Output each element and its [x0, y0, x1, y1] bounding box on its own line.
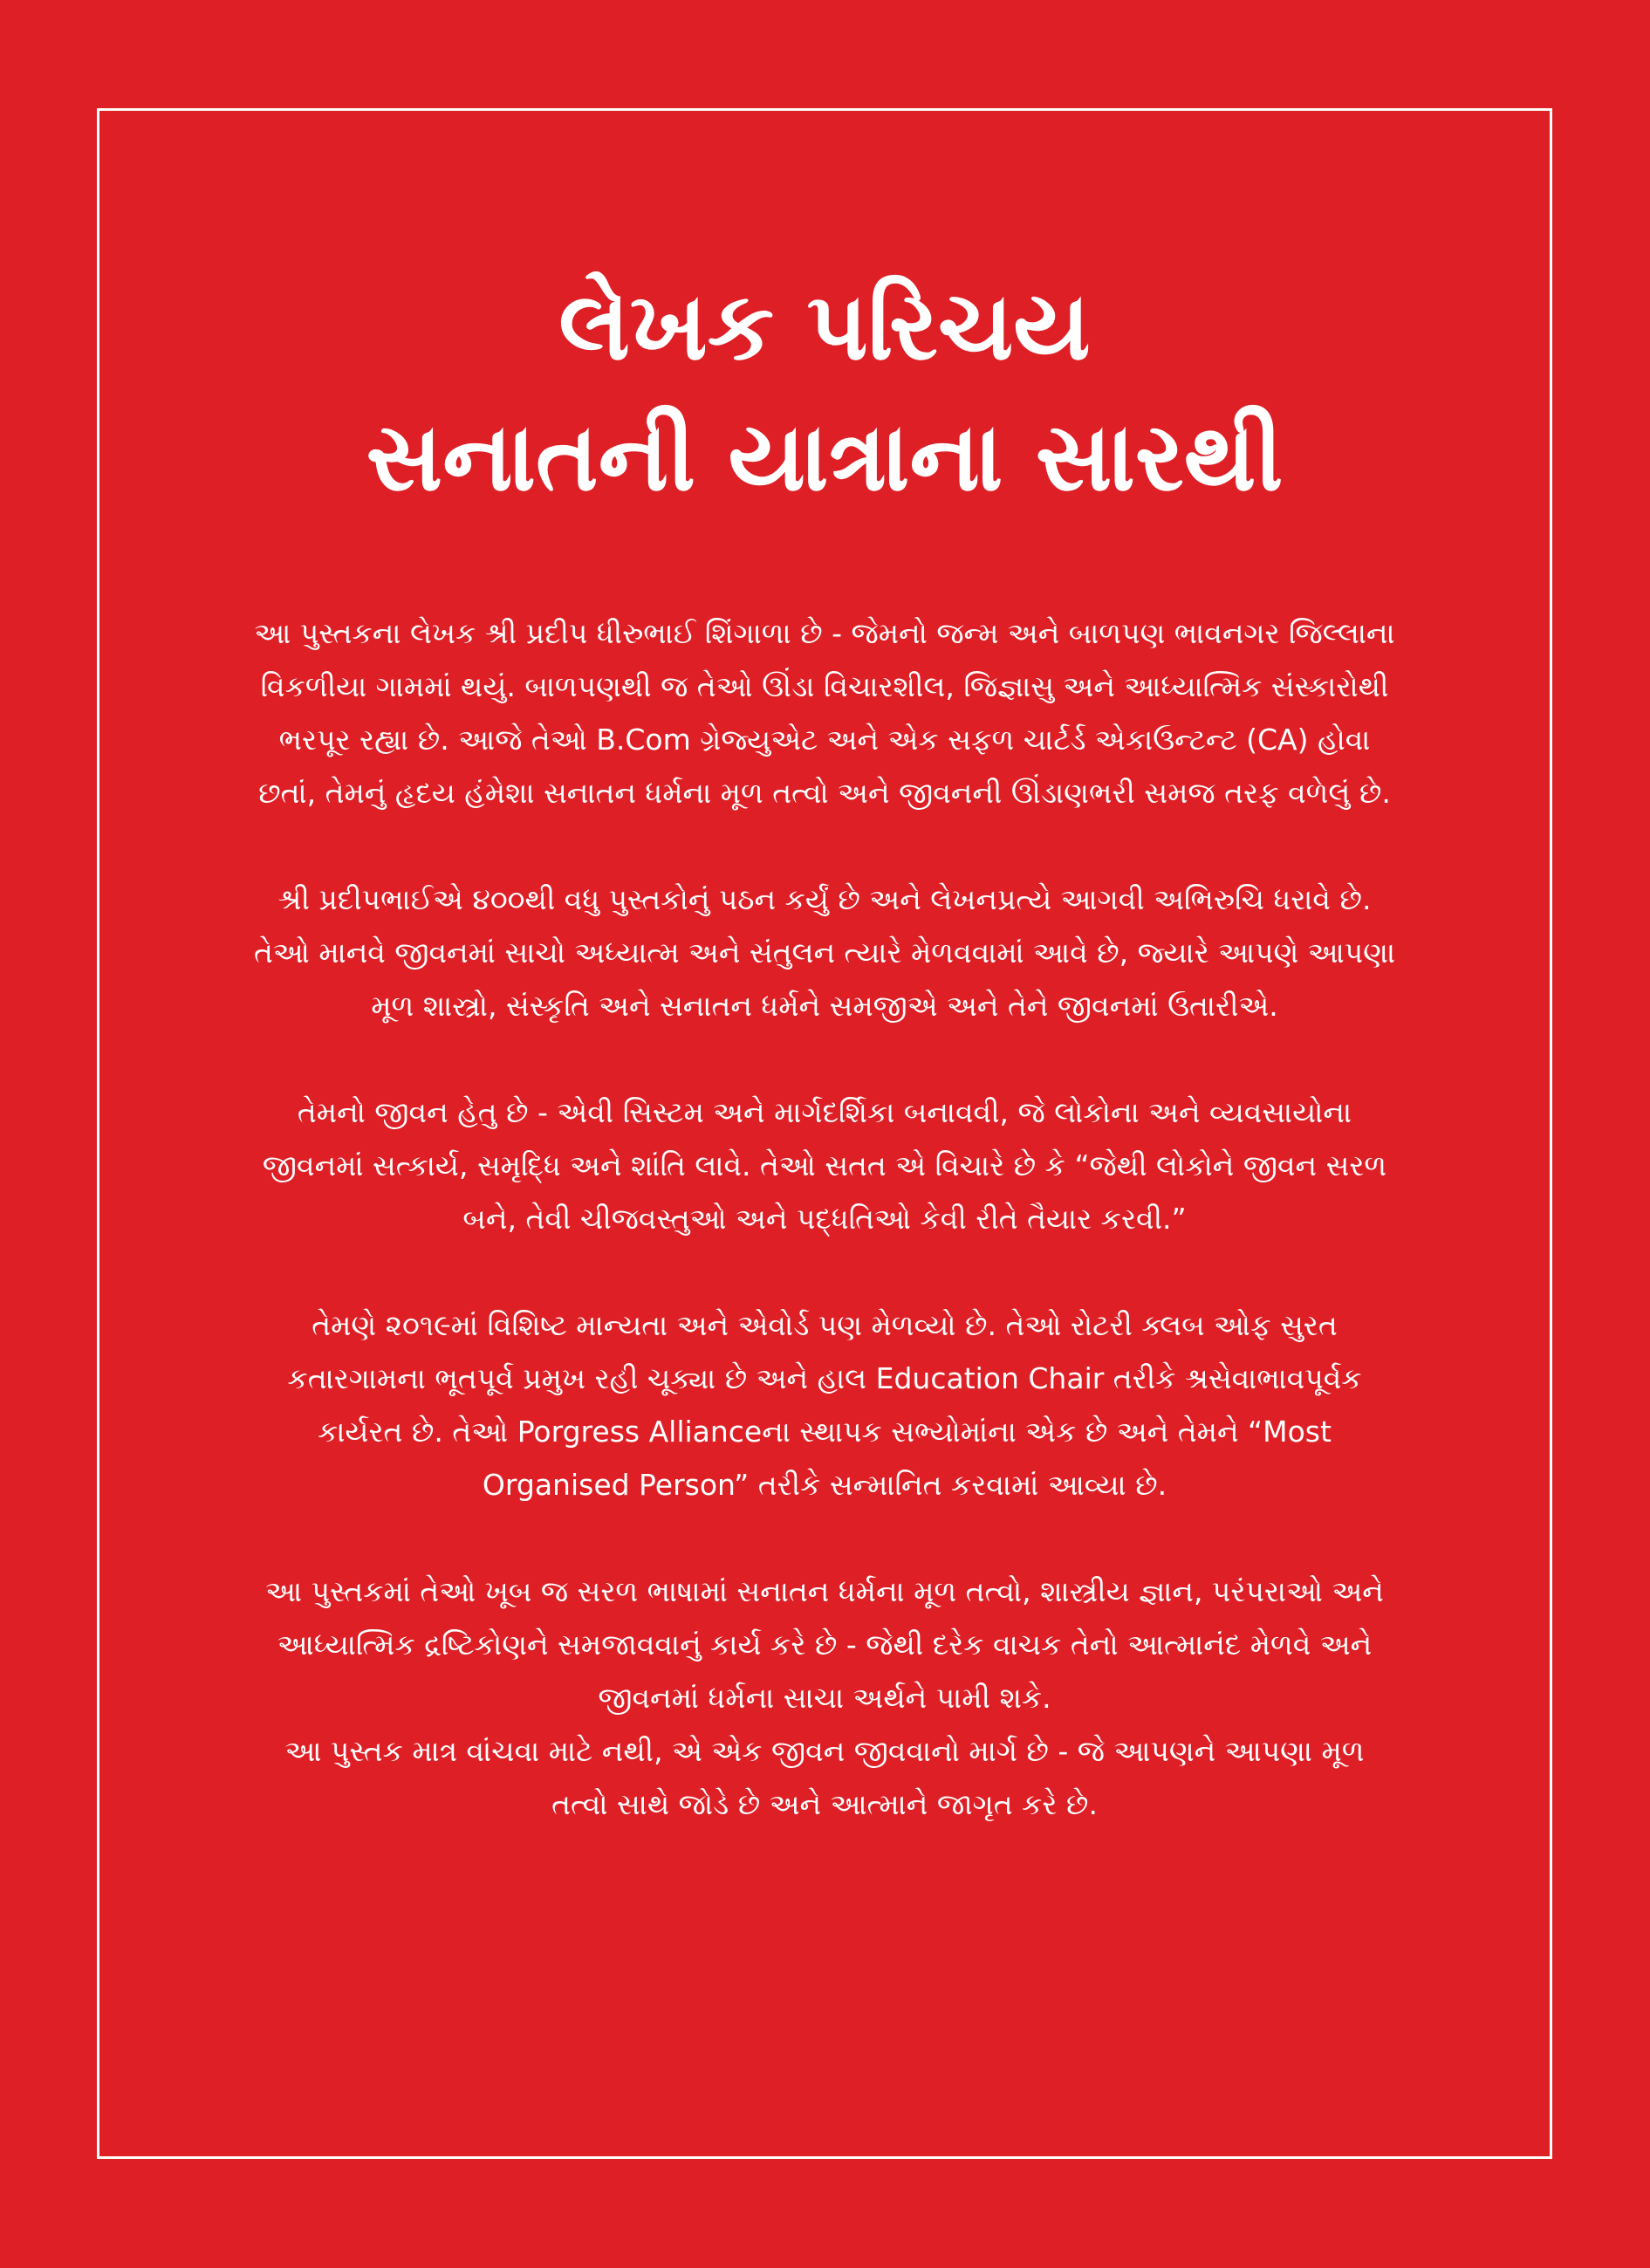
title-line-1: લેખક પરિચય [558, 272, 1091, 381]
paragraph-purpose: તેમનો જીવન હેતુ છે - એવી સિસ્ટમ અને માર્ગદર્શિકા બનાવવી, જે લોકોના અને વ્યવસાયોના જીવનમાં સત્કાર્ય, સમૃદ્ધિ અને શાંતિ લાવે. તેઓ સતત એ વિચારે છે કે “જેથી લોકોને જીવન સરળ બને, તેવી ચીજવસ્તુઓ અને પદ્ધતિઓ કેવી રીતે તૈયાર કરવી.” [262, 1095, 1387, 1236]
paragraph-awards: તેમણે ૨૦૧૯માં વિશિષ્ટ માન્યતા અને એવોર્ડ પણ મેળવ્યો છે. તેઓ રોટરી ક્લબ ઓફ સુરત કતારગામના ભૂતપૂર્વ પ્રમુખ રહી ચૂક્યા છે અને હાલ Education Chair તરીકે શ્રસેવાભાવપૂર્વક કાર્યરત છે. તેઓ Porgress Allianceના સ્થાપક સભ્યોમાંના એક છે અને તેમને “Most Organised Person” તરીકે સન્માનિત કરવામાં આવ્યા છે. [287, 1308, 1362, 1502]
title-line-2: સનાતની યાત્રાના સારથી [366, 403, 1284, 512]
paragraph-book: આ પુસ્તકમાં તેઓ ખૂબ જ સરળ ભાષામાં સનાતન ધર્મના મૂળ તત્વો, શાસ્ત્રીય જ્ઞાન, પરંપરાઓ અને આધ્યાત્મિક દ્રષ્ટિકોણને સમજાવવાનું કાર્ય કરે છે - જેથી દરેક વાચક તેનો આત્માનંદ મેળવે અને જીવનમાં ધર્મના સાચા અર્થને પામી શકે. [265, 1574, 1384, 1715]
paragraph-closing: આ પુસ્તક માત્ર વાંચવા માટે નથી, એ એક જીવન જીવવાનો માર્ગ છે - જે આપણને આપણા મૂળ તત્વો સાથે જોડે છે અને આત્માને જાગૃત કરે છે. [284, 1734, 1365, 1821]
page-title [97, 262, 1552, 524]
author-bio [253, 606, 1396, 1831]
paragraph-birth: આ પુસ્તકના લેખક શ્રી પ્રદીપ ધીરુભાઈ શિંગાળા છે - જેમનો જન્મ અને બાળપણ ભાવનગર જિલ્લાના વિકળીયા ગામમાં થયું. બાળપણથી જ તેઓ ઊંડા વિચારશીલ, જિજ્ઞાસુ અને આધ્યાત્મિક સંસ્કારોથી ભરપૂર રહ્યા છે. આજે તેઓ B.Com ગ્રેજ્યુએટ અને એક સફળ ચાર્ટર્ડ એકાઉન્ટન્ટ (CA) હોવા છતાં, તેમનું હૃદય હંમેશા સનાતન ધર્મના મૂળ તત્વો અને જીવનની ઊંડાણભરી સમજ તરફ વળેલું છે. [254, 616, 1395, 810]
paragraph-reading: શ્રી પ્રદીપભાઈએ ૪૦૦થી વધુ પુસ્તકોનું પઠન કર્યું છે અને લેખનપ્રત્યે આગવી અભિરુચિ ધરાવે છે. તેઓ માનવે જીવનમાં સાચો અધ્યાત્મ અને સંતુલન ત્યારે મેળવવામાં આવે છે, જ્યારે આપણે આપણા મૂળ શાસ્ત્રો, સંસ્કૃતિ અને સનાતન ધર્મને સમજીએ અને તેને જીવનમાં ઉતારીએ. [253, 882, 1396, 1023]
